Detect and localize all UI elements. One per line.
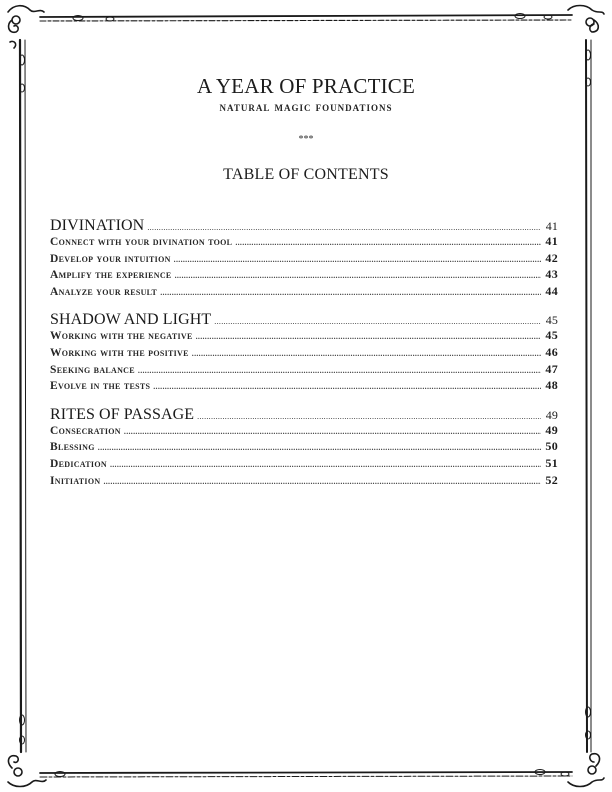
dot-leader (147, 223, 541, 232)
dot-leader (174, 255, 541, 264)
page-number: 41 (545, 219, 558, 233)
page-number: 41 (545, 234, 558, 248)
entry-title: Amplify the experience (50, 269, 172, 282)
entry-title: Analyze your result (50, 285, 158, 298)
dot-leader (197, 412, 541, 421)
toc-entry[interactable] (50, 439, 558, 456)
entry-title: Working with the negative (50, 330, 193, 343)
dot-leader (153, 382, 541, 391)
toc-section-heading[interactable] (50, 217, 558, 234)
entry-title: Blessing (50, 441, 95, 454)
toc-section-divination (50, 217, 558, 300)
page-number: 42 (545, 250, 558, 265)
page-number: 46 (545, 344, 558, 359)
section-title: RITES OF PASSAGE (50, 405, 195, 423)
entry-title: Working with the positive (50, 346, 189, 359)
page-number: 45 (545, 328, 558, 343)
page-number: 44 (545, 283, 558, 298)
dot-leader (160, 288, 541, 297)
toc-entry[interactable] (50, 251, 558, 268)
page-number: 50 (545, 439, 558, 454)
dot-leader (124, 427, 541, 436)
page-number: 45 (545, 313, 558, 328)
toc-section-heading[interactable] (50, 311, 558, 328)
toc-entry[interactable] (50, 378, 558, 395)
page-number: 43 (545, 267, 558, 282)
entry-title: Seeking balance (50, 363, 135, 376)
toc-entry[interactable] (50, 362, 558, 379)
dot-leader (110, 460, 541, 469)
entry-title: Connect with your divination tool (50, 236, 233, 248)
document-title: A YEAR OF PRACTICE (196, 74, 416, 98)
toc-entry[interactable] (50, 456, 558, 473)
dot-leader (138, 366, 541, 375)
page-number: 52 (545, 472, 558, 487)
page-number: 49 (545, 422, 558, 437)
page-number: 48 (545, 378, 558, 393)
table-of-contents (50, 217, 558, 500)
toc-entry[interactable] (50, 345, 558, 362)
toc-section-rites-of-passage (50, 406, 558, 489)
document-subtitle: natural magic foundations (219, 100, 393, 114)
toc-heading: TABLE OF CONTENTS (223, 166, 389, 183)
entry-title: Dedication (50, 457, 107, 470)
dot-leader (235, 238, 541, 247)
toc-section-shadow-and-light (50, 311, 558, 394)
page-number: 51 (545, 455, 558, 470)
section-title: DIVINATION (50, 217, 145, 234)
section-title: SHADOW AND LIGHT (50, 311, 212, 329)
toc-entry[interactable] (50, 267, 558, 284)
separator: *** (298, 134, 314, 145)
entry-title: Evolve in the tests (50, 380, 151, 393)
page-number: 49 (545, 407, 558, 422)
toc-entry[interactable] (50, 473, 558, 490)
toc-entry[interactable] (50, 328, 558, 345)
dot-leader (175, 271, 541, 280)
dot-leader (103, 477, 541, 486)
dot-leader (192, 349, 541, 358)
dot-leader (214, 317, 541, 326)
dot-leader (98, 443, 541, 452)
toc-entry[interactable] (50, 284, 558, 301)
dot-leader (196, 332, 541, 341)
entry-title: Develop your intuition (50, 252, 171, 265)
entry-title: Initiation (50, 474, 101, 487)
page-number: 47 (545, 361, 558, 376)
toc-entry[interactable] (50, 423, 558, 440)
entry-title: Consecration (50, 424, 121, 437)
toc-entry[interactable] (50, 234, 558, 251)
toc-section-heading[interactable] (50, 406, 558, 423)
